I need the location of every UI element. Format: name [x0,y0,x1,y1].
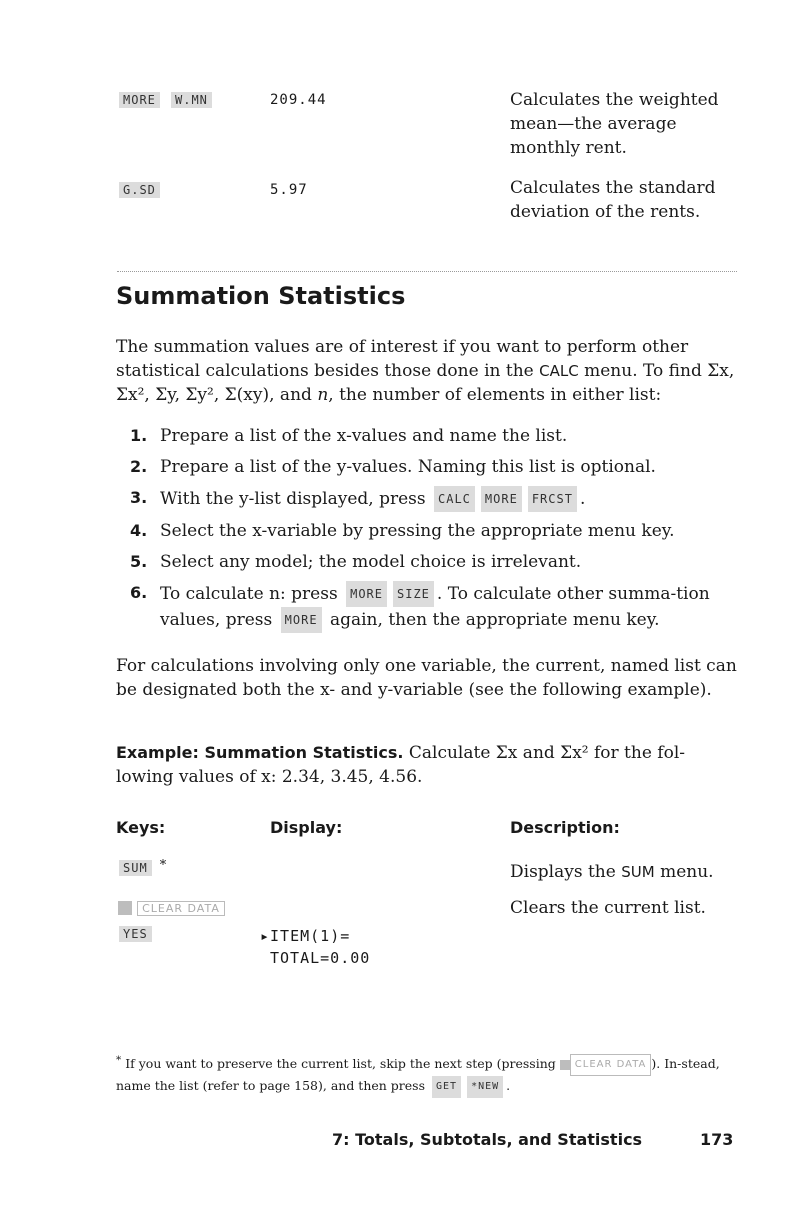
step-3: 3. With the y-list displayed, press CALC MORE FRCST . [116,486,738,512]
frcst-key: FRCST [528,486,577,512]
more-key: MORE [281,607,322,633]
header-keys: Keys: [116,818,166,837]
g-sd-key: G.SD [119,182,160,198]
shift-key-icon [118,901,132,915]
section-divider [117,271,737,272]
more-key: MORE [481,486,522,512]
example-label: Example: Summation Statistics. [116,743,404,762]
desc-clear-data: Clears the current list. [510,898,706,918]
footnote-marker: * [159,858,167,873]
footnote: * If you want to preserve the current list, skip the next step (pressing CLEAR DATA ). In-stead, name the list (refer to page 158), and then press GET *NEW . [116,1050,746,1098]
desc-weighted-mean: Calculates the weighted mean—the average monthly rent. [510,90,719,158]
single-variable-paragraph: For calculations involving only one variable, the current, named list can be designated both the x- and y-variable (see the following example). [116,656,737,700]
row-sum [116,858,166,877]
size-key: SIZE [393,581,434,607]
display-std-dev: 5.97 [270,182,308,198]
more-key: MORE [346,581,387,607]
chapter-title: 7: Totals, Subtotals, and Statistics [332,1130,643,1149]
calc-menu-name: CALC [539,362,579,380]
desc-std-dev: Calculates the standard deviation of the rents. [510,178,716,222]
sum-key: SUM [119,860,152,876]
step-6: 6. To calculate n: press MORE SIZE . To calculate other summa-tion values, press MORE again, then the appropriate menu key. [116,581,738,633]
row-yes [116,924,155,943]
key-row-weighted-mean [116,90,215,109]
calc-key: CALC [434,486,475,512]
display-weighted-mean: 209.44 [270,92,327,108]
display-yes: ▸ITEM(1)= TOTAL=0.00 [260,927,371,967]
clear-data-label: CLEAR DATA [137,901,225,916]
step-4: 4. Select the x-variable by pressing the appropriate menu key. [130,521,675,541]
w-mn-key: W.MN [171,92,212,108]
section-title: Summation Statistics [116,282,406,310]
steps-list [116,424,738,640]
desc-sum: Displays the SUM menu. [510,862,714,882]
key-row-std-dev [116,180,163,199]
intro-paragraph: The summation values are of interest if you want to perform other statistical calculations besides those done in the CALC menu. To find Σx, Σx², Σy, Σy², Σ(xy), and n, the number of elements in either list: [116,337,735,405]
header-description: Description: [510,818,620,837]
shift-key-icon [560,1060,570,1070]
header-display: Display: [270,818,343,837]
page-number: 173 [700,1130,734,1149]
row-clear-data [118,898,225,917]
step-2: 2. Prepare a list of the y-values. Naming this list is optional. [130,457,656,477]
step-1: 1. Prepare a list of the x-values and name the list. [130,426,568,446]
yes-key: YES [119,926,152,942]
example-paragraph: Example: Summation Statistics. Calculate Σx and Σx² for the fol-lowing values of x: 2.34, 3.45, 4.56. [116,743,686,787]
step-5: 5. Select any model; the model choice is irrelevant. [130,552,582,572]
more-key: MORE [119,92,160,108]
